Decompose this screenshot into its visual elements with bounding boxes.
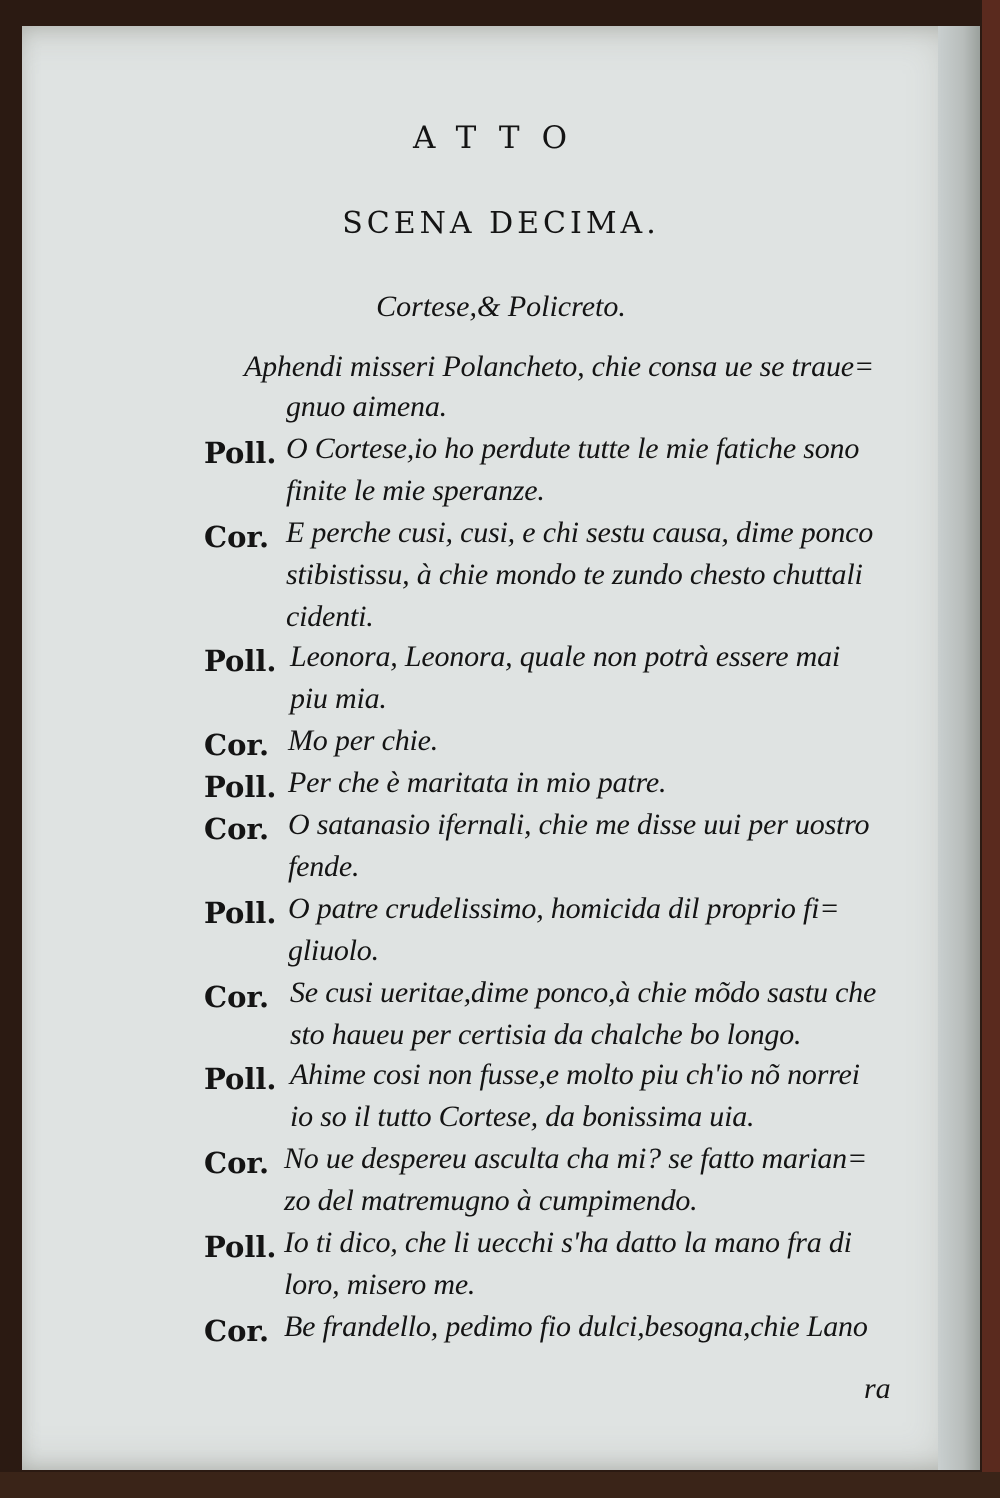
speech-line: Leonora, Leonora, quale non potrà essere mai bbox=[290, 640, 841, 673]
speech-line: gnuo aimena. bbox=[286, 390, 447, 423]
speaker-label: Poll. bbox=[204, 896, 277, 930]
speech-line: Per che è maritata in mio patre. bbox=[288, 766, 667, 799]
speech-line: zo del matremugno à cumpimendo. bbox=[284, 1184, 698, 1217]
speech-line: sto haueu per certisia da chalche bo longo. bbox=[290, 1018, 802, 1051]
page-bleed-through bbox=[938, 26, 980, 1470]
speaker-label: Poll. bbox=[204, 644, 277, 678]
scene-title: SCENA DECIMA. bbox=[342, 206, 660, 241]
speech-line: Ahime cosi non fusse,e molto piu ch'io nõ norrei bbox=[290, 1058, 860, 1091]
speaker-label: Cor. bbox=[204, 1314, 270, 1348]
speaker-label: Cor. bbox=[204, 812, 270, 846]
speech-line: io so il tutto Cortese, da bonissima uia. bbox=[290, 1100, 755, 1133]
speech-line: gliuolo. bbox=[288, 934, 379, 967]
speaker-label: Cor. bbox=[204, 520, 270, 554]
speech-line: Aphendi misseri Polancheto, chie consa ue se traue= bbox=[244, 350, 874, 383]
speech-line: piu mia. bbox=[290, 682, 387, 715]
catchword: ra bbox=[864, 1372, 891, 1405]
book-cover-bottom bbox=[0, 1472, 1000, 1498]
speech-line: loro, misero me. bbox=[284, 1268, 476, 1301]
speech-line: Se cusi ueritae,dime ponco,à chie mõdo sastu che bbox=[290, 976, 877, 1009]
speaker-label: Poll. bbox=[204, 1230, 277, 1264]
speech-line: Io ti dico, che li uecchi s'ha datto la mano fra di bbox=[284, 1226, 852, 1259]
speech-line: Mo per chie. bbox=[288, 724, 439, 757]
speech-line: cidenti. bbox=[286, 600, 374, 633]
speaker-label: Poll. bbox=[204, 770, 277, 804]
speaker-label: Poll. bbox=[204, 1062, 277, 1096]
speech-line: E perche cusi, cusi, e chi sestu causa, dime ponco bbox=[286, 516, 874, 549]
speaker-label: Cor. bbox=[204, 728, 270, 762]
speech-line: O patre crudelissimo, homicida dil proprio fi= bbox=[288, 892, 840, 925]
speech-line: Be frandello, pedimo fio dulci,besogna,chie Lano bbox=[284, 1310, 868, 1343]
speech-line: O Cortese,io ho perdute tutte le mie fatiche sono bbox=[286, 432, 860, 465]
book-page bbox=[22, 26, 980, 1470]
running-head: ATTO bbox=[412, 120, 590, 156]
book-cover-edge bbox=[982, 0, 1000, 1498]
speaker-label: Poll. bbox=[204, 436, 277, 470]
speech-line: O satanasio ifernali, chie me disse uui per uostro bbox=[288, 808, 870, 841]
speaker-label: Cor. bbox=[204, 980, 270, 1014]
speech-line: No ue despereu asculta cha mi? se fatto marian= bbox=[284, 1142, 867, 1175]
speech-line: stibistissu, à chie mondo te zundo chesto chuttali bbox=[286, 558, 863, 591]
characters-line: Cortese,& Policreto. bbox=[376, 290, 626, 323]
speech-line: fende. bbox=[288, 850, 360, 883]
speaker-label: Cor. bbox=[204, 1146, 270, 1180]
speech-line: finite le mie speranze. bbox=[286, 474, 545, 507]
